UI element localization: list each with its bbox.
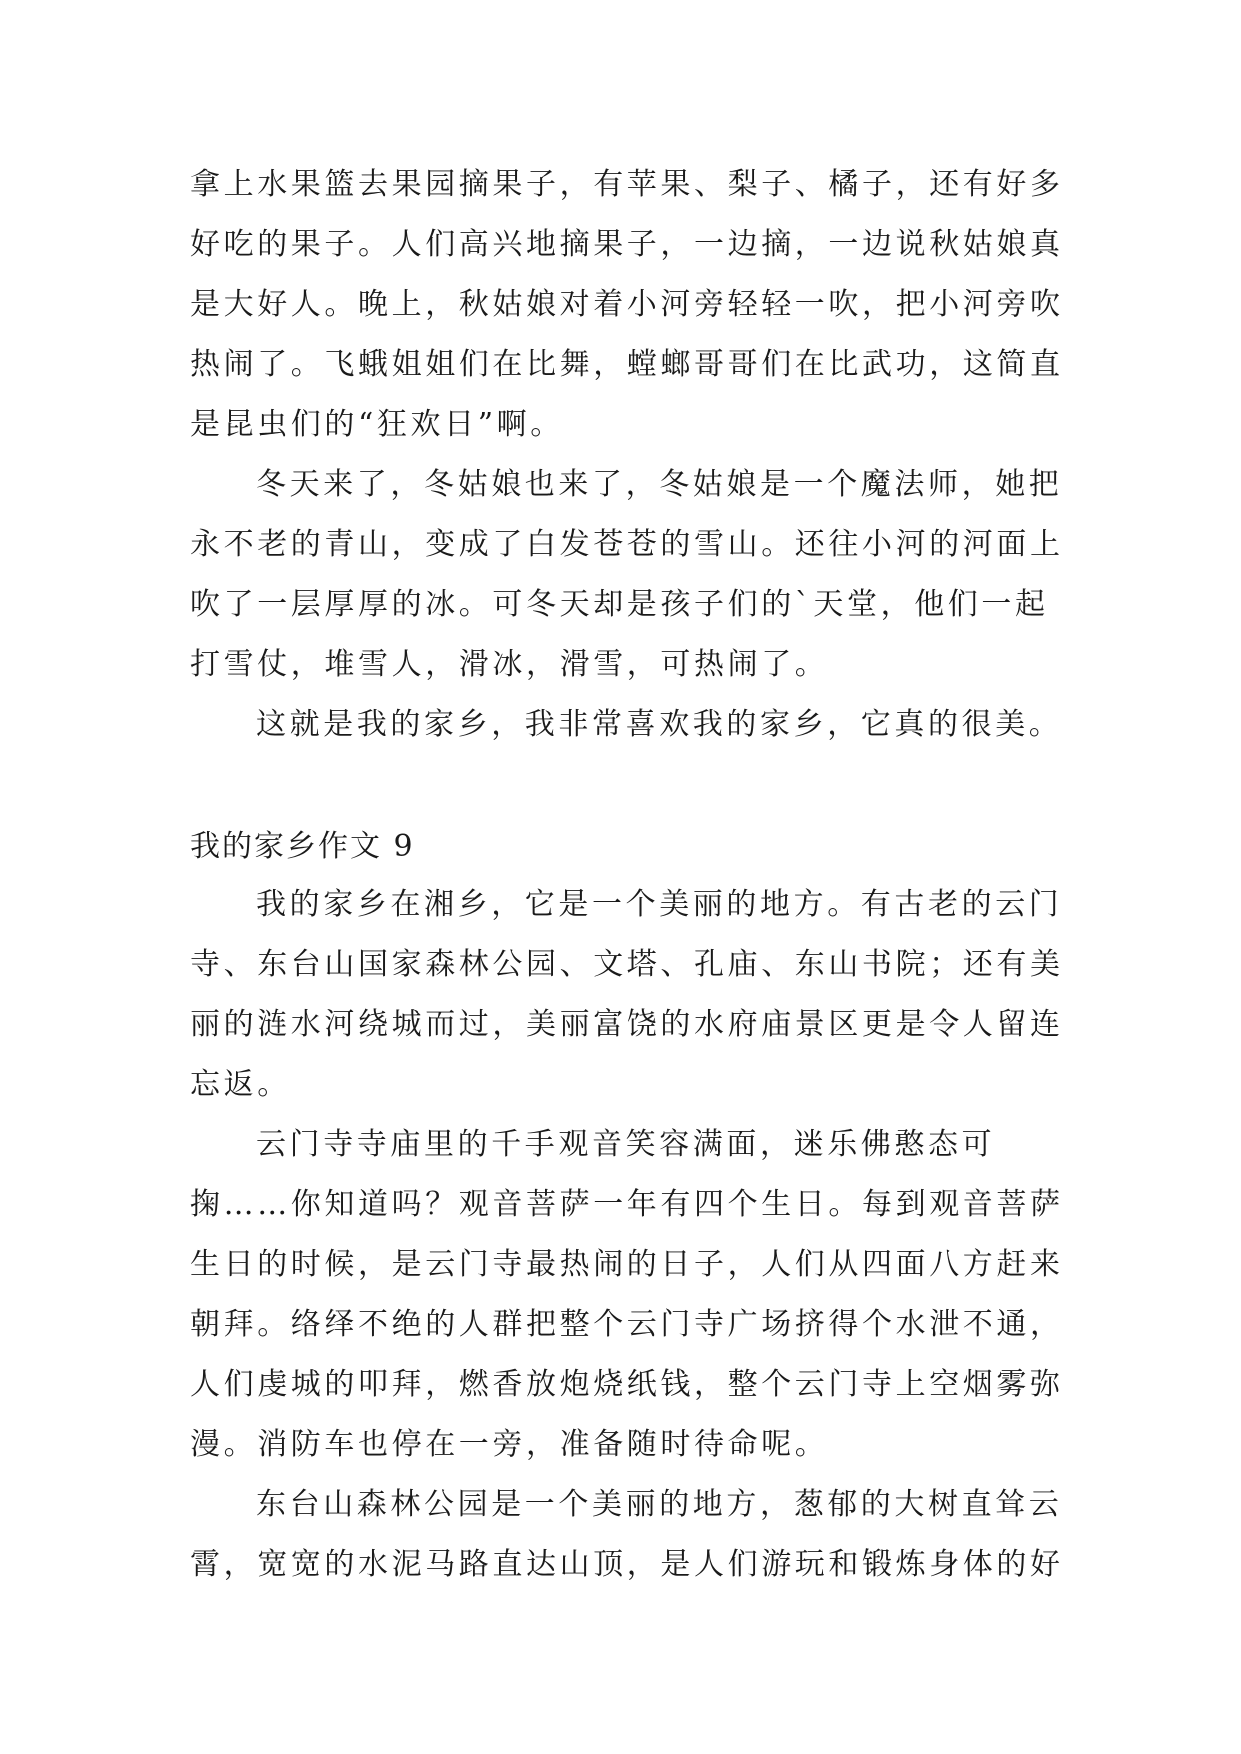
text-line: 掬……你知道吗？观音菩萨一年有四个生日。每到观音菩萨 [190, 1187, 1064, 1222]
text-line: 云门寺寺庙里的千手观音笑容满面，迷乐佛憨态可 [256, 1127, 996, 1162]
paragraph-closing [190, 695, 1070, 755]
text-line: 人们虔城的叩拜，燃香放炮烧纸钱，整个云门寺上空烟雾弥 [190, 1367, 1064, 1402]
text-line: 拿上水果篮去果园摘果子，有苹果、梨子、橘子，还有好多 [190, 167, 1064, 202]
text-line: 吹了一层厚厚的冰。可冬天却是孩子们的`天堂，他们一起 [190, 587, 1049, 622]
text-line: 漫。消防车也停在一旁，准备随时待命呢。 [190, 1427, 829, 1462]
document-page [190, 155, 1070, 1595]
text-line: 寺、东台山国家森林公园、文塔、孔庙、东山书院；还有美 [190, 947, 1064, 982]
text-line: 冬天来了，冬姑娘也来了，冬姑娘是一个魔法师，她把 [256, 467, 1063, 502]
text-line: 好吃的果子。人们高兴地摘果子，一边摘，一边说秋姑娘真 [190, 227, 1064, 262]
text-line: 这就是我的家乡，我非常喜欢我的家乡，它真的很美。 [256, 707, 1063, 742]
text-line: 忘返。 [190, 1067, 291, 1102]
paragraph-autumn-continuation [190, 155, 1070, 455]
text-line: 生日的时候，是云门寺最热闹的日子，人们从四面八方赶来 [190, 1247, 1064, 1282]
paragraph-yunmen-temple [190, 1115, 1070, 1475]
text-line: 永不老的青山，变成了白发苍苍的雪山。还往小河的河面上 [190, 527, 1064, 562]
text-line: 霄，宽宽的水泥马路直达山顶，是人们游玩和锻炼身体的好 [190, 1547, 1064, 1582]
text-line: 打雪仗，堆雪人，滑冰，滑雪，可热闹了。 [190, 647, 829, 682]
essay-title: 我的家乡作文 9 [190, 829, 415, 864]
paragraph-winter [190, 455, 1070, 695]
text-line: 热闹了。飞蛾姐姐们在比舞，螳螂哥哥们在比武功，这简直 [190, 347, 1064, 382]
paragraph-dongtai-park [190, 1475, 1070, 1595]
text-line: 朝拜。络绎不绝的人群把整个云门寺广场挤得个水泄不通， [190, 1307, 1064, 1342]
text-line: 丽的涟水河绕城而过，美丽富饶的水府庙景区更是令人留连 [190, 1007, 1064, 1042]
text-line: 是昆虫们的“狂欢日”啊。 [190, 407, 564, 442]
text-line: 我的家乡在湘乡，它是一个美丽的地方。有古老的云门 [256, 887, 1063, 922]
text-line: 是大好人。晚上，秋姑娘对着小河旁轻轻一吹，把小河旁吹 [190, 287, 1064, 322]
paragraph-intro [190, 875, 1070, 1115]
text-line: 东台山森林公园是一个美丽的地方，葱郁的大树直耸云 [256, 1487, 1063, 1522]
